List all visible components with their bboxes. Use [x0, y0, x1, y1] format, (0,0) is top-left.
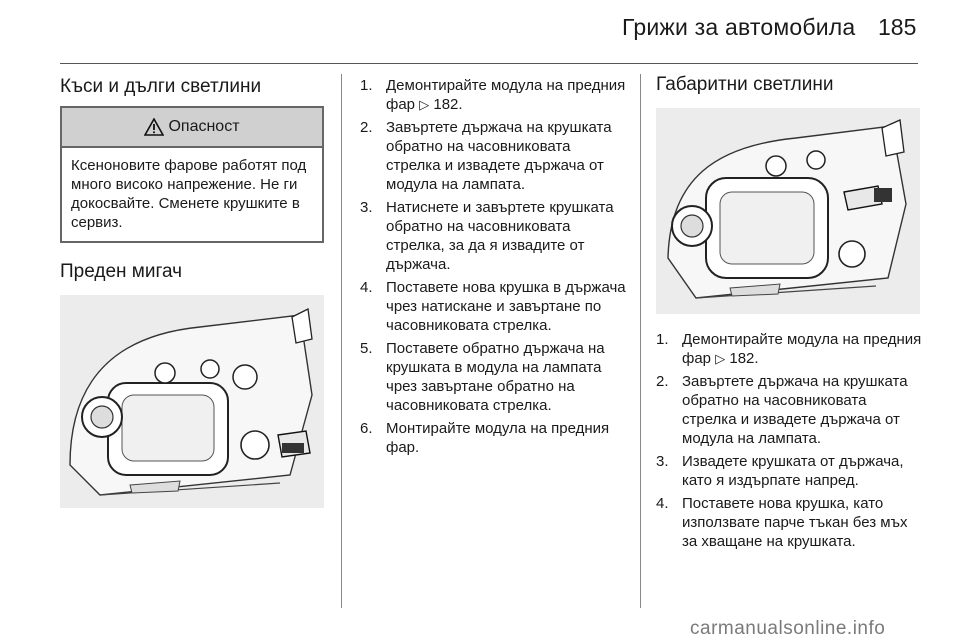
- section-title-side-lights: Габаритни светлини: [656, 74, 834, 95]
- footer-watermark: carmanualsonline.info: [690, 618, 886, 639]
- list-item: 4. Поставете нова крушка, като използвате парче тъкан без мъх за хващане на крушката.: [656, 495, 908, 550]
- warning-triangle-icon: [144, 118, 164, 136]
- column-right: [656, 74, 922, 555]
- page-number: 185: [878, 14, 917, 40]
- page-ref-arrow-icon: ▷: [715, 351, 726, 366]
- warning-label: Опасност: [168, 118, 240, 135]
- column-middle: [360, 74, 626, 461]
- danger-warning-box: [60, 106, 324, 243]
- page-ref-arrow-icon: ▷: [419, 97, 430, 112]
- list-item: 3. Натиснете и завъртете крушката обратно на часовниковата стрелка, за да я извадите от държача.: [360, 199, 614, 273]
- indicator-steps-list: [360, 76, 626, 457]
- headlamp-illustration-indicator: [60, 295, 324, 508]
- warning-header: [62, 108, 322, 148]
- list-item: 5. Поставете обратно държача на крушката в модула на лампата чрез завъртане обратно на часовниковата стрелка.: [360, 340, 605, 414]
- list-item: 2. Завъртете държача на крушката обратно на часовниковата стрелка и извадете държача от модула на лампата.: [360, 119, 612, 193]
- column-divider-1: [341, 74, 342, 608]
- column-left: [60, 74, 324, 508]
- warning-text: Ксеноновите фарове работят под много високо напрежение. Не ги докосвайте. Сменете крушките в сервиз.: [71, 157, 307, 231]
- page-ref[interactable]: 182.: [729, 350, 759, 367]
- list-item: 4. Поставете нова крушка в държача чрез натискане и завъртане по часовниковата стрелка.: [360, 279, 626, 334]
- list-item: 1. Демонтирайте модула на предния фар ▷ 182.: [656, 331, 922, 367]
- headlamp-illustration-sidelight: [656, 108, 920, 314]
- header-divider: [60, 63, 918, 64]
- list-item: 3. Извадете крушката от държача, като я издърпате напред.: [656, 453, 904, 489]
- section-title-headlights: Къси и дълги светлини: [60, 76, 262, 97]
- sidelight-steps-list: [656, 330, 922, 551]
- column-divider-2: [640, 74, 641, 608]
- page-ref[interactable]: 182.: [433, 96, 463, 113]
- section-title-front-indicator: Преден мигач: [60, 261, 183, 282]
- list-item: 6. Монтирайте модула на предния фар.: [360, 420, 610, 456]
- list-item: 1. Демонтирайте модула на предния фар ▷ 182.: [360, 77, 626, 113]
- page-header-title: Грижи за автомобила: [622, 14, 856, 40]
- list-item: 2. Завъртете държача на крушката обратно на часовниковата стрелка и извадете държача от модула на лампата.: [656, 373, 908, 447]
